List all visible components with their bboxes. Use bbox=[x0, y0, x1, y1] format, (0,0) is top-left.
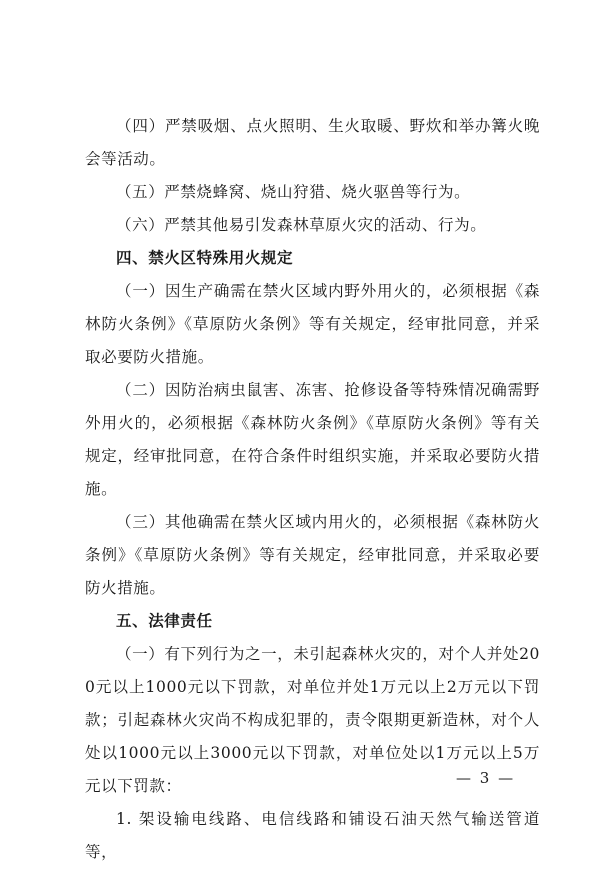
item-6-other-ban: （六）严禁其他易引发森林草原火灾的活动、行为。 bbox=[116, 216, 487, 234]
section-4-heading: 四、禁火区特殊用火规定 bbox=[116, 249, 294, 267]
section-4-item-1: （一）因生产确需在禁火区域内野外用火的，必须根据《森林防火条例》《草原防火条例》等有关规定，经审批同意，并采取必要防火措施。 bbox=[85, 282, 540, 366]
section-4-item-2: （二）因防治病虫鼠害、冻害、抢修设备等特殊情况确需野外用火的，必须根据《森林防火条例》《草原防火条例》等有关规定，经审批同意，在符合条件时组织实施，并采取必要防火措施。 bbox=[85, 381, 540, 498]
section-4-item-3: （三）其他确需在禁火区域内用火的，必须根据《森林防火条例》《草原防火条例》等有关规定，经审批同意，并采取必要防火措施。 bbox=[85, 513, 540, 597]
section-5-heading: 五、法律责任 bbox=[116, 612, 213, 630]
item-4-smoking-fire-ban: （四）严禁吸烟、点火照明、生火取暖、野炊和举办篝火晚会等活动。 bbox=[85, 117, 540, 168]
document-body bbox=[85, 110, 540, 869]
section-5-item-1: （一）有下列行为之一，未引起森林火灾的，对个人并处200元以上1000元以下罚款，对单位并处1万元以上2万元以下罚款；引起森林火灾尚不构成犯罪的，责令限期更新造林，对个人处以1000元以上3000元以下罚款，对单位处以1万元以上5万元以下罚款： bbox=[85, 645, 540, 795]
item-5-bee-hunt-ban: （五）严禁烧蜂窝、烧山狩猎、烧火驱兽等行为。 bbox=[116, 183, 471, 201]
page-number: — 3 — bbox=[456, 769, 516, 787]
section-5-subitem-1: 1. 架设输电线路、电信线路和铺设石油天然气输送管道等， bbox=[85, 810, 540, 861]
